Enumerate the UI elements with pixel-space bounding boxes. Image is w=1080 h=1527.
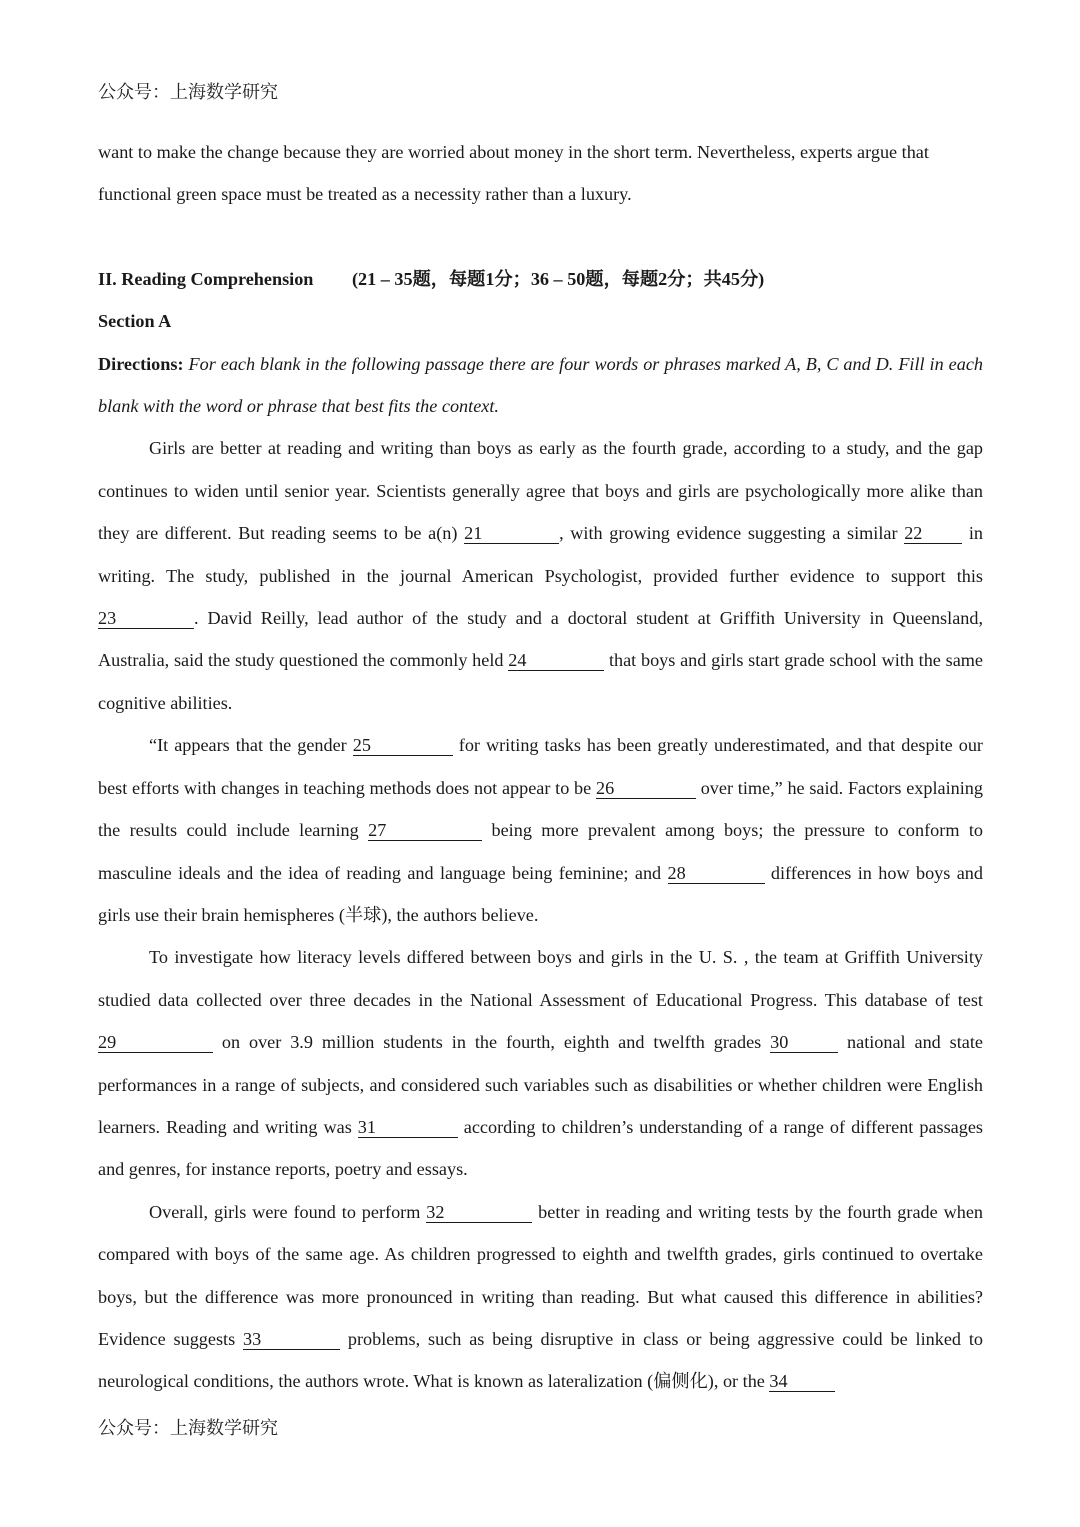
p1-text-4: . David Reilly, lead author of the study and a doctoral student at Griffith University in Queensland, Australia, said the study questioned the commonly held bbox=[98, 608, 983, 671]
blank-33: 33 bbox=[243, 1329, 340, 1350]
p2-text-1: “It appears that the gender bbox=[149, 735, 353, 756]
p4-text-3: problems, such as being disruptive in class or being aggressive could be linked to neurological conditions, the authors wrote. What is known as lateralization (偏侧化), or the bbox=[98, 1328, 983, 1392]
paragraph-2 bbox=[98, 724, 983, 936]
blank-21: 21 bbox=[464, 523, 559, 544]
p3-text-3: national and state performances in a range of subjects, and considered such variables such as disabilities or whether children were English learners. Reading and writing was bbox=[98, 1032, 983, 1137]
blank-28: 28 bbox=[668, 863, 765, 884]
p4-text-1: Overall, girls were found to perform bbox=[149, 1201, 427, 1222]
p4-text-2: better in reading and writing tests by the fourth grade when compared with boys of the same age. As children progressed to eighth and twelfth grades, girls continued to overtake boys, but the difference was more pronounced in writing than reading. But what caused this difference in abilities? Evidence suggests bbox=[98, 1201, 983, 1349]
p3-text-2: on over 3.9 million students in the fourth, eighth and twelfth grades bbox=[213, 1032, 771, 1053]
page-content bbox=[98, 131, 983, 1403]
p1-text-5: that boys and girls start grade school with the same cognitive abilities. bbox=[98, 650, 983, 713]
intro-line-1: want to make the change because they are worried about money in the short term. Nevertheless, experts argue that bbox=[98, 142, 929, 162]
intro-line-2: functional green space must be treated as a necessity rather than a luxury. bbox=[98, 184, 632, 205]
page-footer: 公众号：上海数学研究 bbox=[98, 1418, 278, 1439]
section-a-title: Section A bbox=[98, 311, 172, 332]
paragraph-1 bbox=[98, 427, 983, 724]
score-note: (21 – 35题，每题1分；36 – 50题，每题2分；共45分) bbox=[351, 268, 765, 289]
p3-text-4: according to children’s understanding of a range of different passages and genres, for instance reports, poetry and essays. bbox=[98, 1116, 983, 1180]
p3-text-1: To investigate how literacy levels differed between boys and girls in the U. S. , the team at Griffith University studied data collected over three decades in the National Assessment of Educational Progress. This database of test bbox=[98, 947, 983, 1010]
section-title: II. Reading Comprehension bbox=[98, 268, 314, 289]
directions-label: Directions: bbox=[98, 353, 184, 374]
blank-30: 30 bbox=[770, 1032, 838, 1053]
blank-27: 27 bbox=[368, 820, 482, 841]
p2-text-3: over time,” he said. Factors explaining the results could include learning bbox=[98, 777, 983, 841]
paragraph-3 bbox=[98, 936, 983, 1190]
directions-text: For each blank in the following passage there are four words or phrases marked A, B, C and D. Fill in each blank with the word or phrase that best fits the context. bbox=[98, 353, 983, 417]
section-heading bbox=[98, 258, 983, 300]
p2-text-2: for writing tasks has been greatly underestimated, and that despite our best efforts with changes in teaching methods does not appear to be bbox=[98, 735, 983, 798]
blank-26: 26 bbox=[596, 778, 696, 799]
p1-text-3: in writing. The study, published in the journal American Psychologist, provided further evidence to support this bbox=[98, 523, 984, 586]
blank-31: 31 bbox=[358, 1117, 458, 1138]
directions bbox=[98, 343, 983, 428]
paragraph-4 bbox=[98, 1191, 983, 1403]
blank-34: 34 bbox=[769, 1371, 835, 1392]
blank-24: 24 bbox=[508, 650, 604, 671]
blank-25: 25 bbox=[353, 735, 453, 756]
blank-23: 23 bbox=[98, 608, 194, 629]
p1-text-1: Girls are better at reading and writing than boys as early as the fourth grade, according to a study, and the gap continues to widen until senior year. Scientists generally agree that boys and girls are psychologically more alike than they are different. But reading seems to be a(n) bbox=[98, 438, 983, 544]
blank-29: 29 bbox=[98, 1032, 213, 1053]
p2-text-4: being more prevalent among boys; the pressure to conform to masculine ideals and the idea of reading and language being feminine; and bbox=[98, 820, 983, 883]
blank-22: 22 bbox=[904, 523, 962, 544]
page-header: 公众号：上海数学研究 bbox=[98, 82, 278, 103]
p2-text-5: differences in how boys and girls use their brain hemispheres (半球), the authors believe. bbox=[98, 862, 983, 925]
p1-text-2: , with growing evidence suggesting a similar bbox=[559, 523, 905, 544]
blank-32: 32 bbox=[426, 1202, 532, 1223]
spacer bbox=[98, 216, 983, 258]
